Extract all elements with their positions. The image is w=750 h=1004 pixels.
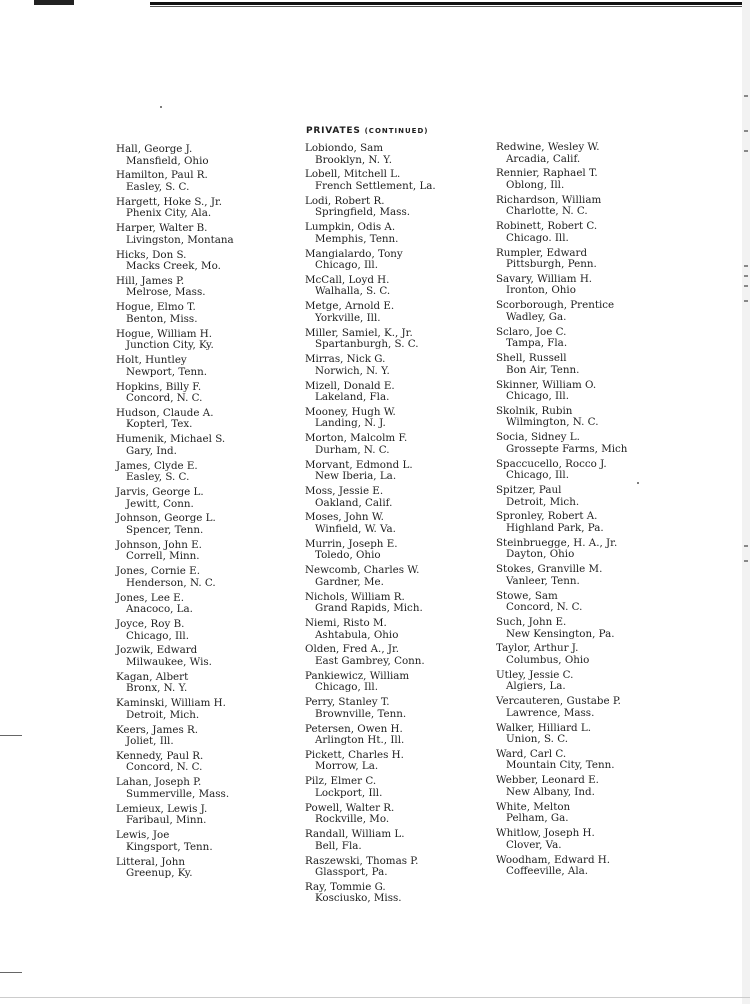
roster-entry xyxy=(116,698,316,724)
entry-name: Shell, Russell xyxy=(496,352,567,365)
entry-location: Gardner, Me. xyxy=(315,575,384,588)
roster-entry xyxy=(116,144,316,170)
roster-entry xyxy=(305,512,505,538)
entry-name: Utley, Jessie C. xyxy=(496,668,574,681)
entry-name: Lumpkin, Odis A. xyxy=(305,221,396,234)
left-margin-mark xyxy=(0,735,22,736)
entry-location: Kingsport, Tenn. xyxy=(126,840,213,853)
entry-location: Chicago, Ill. xyxy=(126,629,189,642)
entry-name: Stowe, Sam xyxy=(496,589,558,602)
roster-entry xyxy=(305,882,505,908)
entry-name: Mizell, Donald E. xyxy=(305,379,395,392)
top-rule-thin xyxy=(150,6,750,7)
roster-entry xyxy=(116,487,316,513)
roster-entry xyxy=(496,432,696,458)
entry-location: Ironton, Ohio xyxy=(506,284,576,297)
entry-name: Lewis, Joe xyxy=(116,829,170,842)
roster-entry xyxy=(116,619,316,645)
entry-name: Savary, William H. xyxy=(496,272,593,285)
entry-name: Hogue, William H. xyxy=(116,327,213,340)
roster-entry xyxy=(305,697,505,723)
roster-entry xyxy=(305,407,505,433)
entry-name: Moss, Jessie E. xyxy=(305,485,384,498)
entry-location: Toledo, Ohio xyxy=(315,549,381,562)
entry-name: Ray, Tommie G. xyxy=(305,880,386,893)
entry-location: Grand Rapids, Mich. xyxy=(315,602,423,615)
entry-location: Ashtabula, Ohio xyxy=(315,628,399,641)
entry-name: Olden, Fred A., Jr. xyxy=(305,643,400,656)
entry-name: Redwine, Wesley W. xyxy=(496,141,600,153)
entry-location: Norwich, N. Y. xyxy=(315,364,390,377)
entry-location: Benton, Miss. xyxy=(126,312,198,325)
entry-location: Easley, S. C. xyxy=(126,180,190,193)
entry-name: Metge, Arnold E. xyxy=(305,300,395,313)
entry-location: Melrose, Mass. xyxy=(126,286,206,299)
roster-entry xyxy=(305,328,505,354)
entry-name: Niemi, Risto M. xyxy=(305,617,387,630)
entry-name: Morton, Malcolm F. xyxy=(305,432,408,445)
entry-name: Jones, Cornie E. xyxy=(116,565,200,578)
entry-name: Webber, Leonard E. xyxy=(496,774,599,787)
entry-name: Richardson, William xyxy=(496,193,602,206)
entry-location: French Settlement, La. xyxy=(315,179,436,192)
entry-location: Wilmington, N. C. xyxy=(506,416,599,429)
entry-location: Columbus, Ohio xyxy=(506,653,590,666)
roster-entry xyxy=(496,828,696,854)
entry-name: Miller, Samiel, K., Jr. xyxy=(305,326,413,339)
roster-entry xyxy=(116,513,316,539)
left-margin-mark xyxy=(0,972,22,973)
heading-title: PRIVATES xyxy=(306,126,361,136)
entry-name: Lodi, Robert R. xyxy=(305,194,385,207)
entry-location: Winfield, W. Va. xyxy=(315,522,396,535)
roster-entry xyxy=(496,511,696,537)
entry-name: Murrin, Joseph E. xyxy=(305,537,398,550)
entry-location: Concord, N. C. xyxy=(506,601,583,614)
entry-location: Bon Air, Tenn. xyxy=(506,363,580,376)
roster-entry xyxy=(116,751,316,777)
entry-name: Joyce, Roy B. xyxy=(116,618,185,631)
roster-column-1 xyxy=(116,144,316,883)
roster-entry xyxy=(496,802,696,828)
entry-location: Morrow, La. xyxy=(315,760,379,773)
entry-location: Coffeeville, Ala. xyxy=(506,865,589,878)
entry-name: White, Melton xyxy=(496,800,571,813)
entry-location: Yorkville, Ill. xyxy=(315,311,381,324)
roster-entry xyxy=(116,276,316,302)
entry-location: Livingston, Montana xyxy=(126,233,234,246)
entry-name: Lemieux, Lewis J. xyxy=(116,802,208,815)
entry-name: Harper, Walter B. xyxy=(116,222,208,235)
entry-location: Chicago, Ill. xyxy=(315,259,378,272)
roster-entry xyxy=(305,486,505,512)
entry-name: Morvant, Edmond L. xyxy=(305,458,413,471)
roster-entry xyxy=(496,670,696,696)
roster-entry xyxy=(116,566,316,592)
scan-corner-mark xyxy=(34,0,74,5)
roster-entry xyxy=(305,169,505,195)
roster-entry xyxy=(496,300,696,326)
roster-entry xyxy=(496,564,696,590)
entry-location: New Albany, Ind. xyxy=(506,785,595,798)
entry-location: Grossepte Farms, Mich xyxy=(506,442,628,455)
entry-name: Mangialardo, Tony xyxy=(305,247,403,260)
entry-location: Rockville, Mo. xyxy=(315,813,390,826)
roster-entry xyxy=(116,593,316,619)
roster-entry xyxy=(305,460,505,486)
entry-name: James, Clyde E. xyxy=(116,459,198,472)
entry-name: Taylor, Arthur J. xyxy=(496,642,579,655)
entry-location: Mansfield, Ohio xyxy=(126,154,209,167)
entry-name: Litteral, John xyxy=(116,855,185,868)
entry-location: Greenup, Ky. xyxy=(126,867,193,880)
roster-entry xyxy=(305,829,505,855)
entry-location: Springfield, Mass. xyxy=(315,206,410,219)
entry-location: Oblong, Ill. xyxy=(506,178,565,191)
entry-name: Walker, Hilliard L. xyxy=(496,721,591,734)
entry-location: Durham, N. C. xyxy=(315,443,390,456)
entry-location: Macks Creek, Mo. xyxy=(126,260,221,273)
entry-location: Clover, Va. xyxy=(506,838,562,851)
entry-name: Mooney, Hugh W. xyxy=(305,405,396,418)
entry-name: Ward, Carl C. xyxy=(496,747,567,760)
entry-name: Robinett, Robert C. xyxy=(496,220,598,233)
roster-entry xyxy=(116,830,316,856)
roster-entry xyxy=(305,354,505,380)
roster-column-2 xyxy=(305,143,505,908)
entry-name: Hogue, Elmo T. xyxy=(116,301,196,314)
entry-location: Faribaul, Minn. xyxy=(126,814,207,827)
entry-location: Union, S. C. xyxy=(506,733,568,746)
roster-entry xyxy=(496,538,696,564)
roster-entry xyxy=(496,591,696,617)
entry-location: Jewitt, Conn. xyxy=(126,497,194,510)
entry-name: Spitzer, Paul xyxy=(496,484,562,497)
roster-entry xyxy=(496,617,696,643)
entry-name: Socia, Sidney L. xyxy=(496,431,580,444)
entry-location: Highland Park, Pa. xyxy=(506,521,604,534)
roster-entry xyxy=(496,380,696,406)
entry-location: Gary, Ind. xyxy=(126,444,177,457)
roster-entry xyxy=(305,592,505,618)
entry-name: Hicks, Don S. xyxy=(116,248,187,261)
entry-name: Vercauteren, Gustabe P. xyxy=(496,695,621,708)
entry-location: Kopterl, Tex. xyxy=(126,418,193,431)
entry-name: Scorborough, Prentice xyxy=(496,299,615,312)
entry-location: Bell, Fla. xyxy=(315,839,362,852)
entry-location: New Iberia, La. xyxy=(315,470,397,483)
roster-entry xyxy=(116,223,316,249)
entry-location: Arlington Ht., Ill. xyxy=(315,734,405,747)
entry-location: Junction City, Ky. xyxy=(126,339,214,352)
entry-location: Memphis, Tenn. xyxy=(315,232,399,245)
entry-name: Hargett, Hoke S., Jr. xyxy=(116,195,223,208)
roster-entry xyxy=(116,382,316,408)
roster-entry xyxy=(496,168,696,194)
entry-name: Petersen, Owen H. xyxy=(305,722,403,735)
roster-entry xyxy=(305,724,505,750)
entry-location: Henderson, N. C. xyxy=(126,576,216,589)
entry-name: Mirras, Nick G. xyxy=(305,353,386,366)
entry-name: Pickett, Charles H. xyxy=(305,748,404,761)
entry-location: Mountain City, Tenn. xyxy=(506,759,615,772)
entry-location: Chicago, Ill. xyxy=(506,390,569,403)
entry-name: Skolnik, Rubin xyxy=(496,404,573,417)
entry-name: Raszewski, Thomas P. xyxy=(305,854,419,867)
entry-name: Pilz, Elmer C. xyxy=(305,775,377,788)
roster-entry xyxy=(496,643,696,669)
roster-entry xyxy=(116,777,316,803)
entry-name: Keers, James R. xyxy=(116,723,199,736)
entry-name: Such, John E. xyxy=(496,616,567,629)
entry-location: Newport, Tenn. xyxy=(126,365,208,378)
roster-entry xyxy=(305,143,505,169)
roster-entry xyxy=(116,461,316,487)
entry-name: Kagan, Albert xyxy=(116,670,189,683)
entry-location: Vanleer, Tenn. xyxy=(506,574,580,587)
roster-entry xyxy=(496,221,696,247)
entry-location: Chicago. Ill. xyxy=(506,231,569,244)
roster-entry xyxy=(496,274,696,300)
entry-name: Spronley, Robert A. xyxy=(496,510,598,523)
entry-location: Kosciusko, Miss. xyxy=(315,892,402,905)
entry-name: Hall, George J. xyxy=(116,143,193,155)
entry-location: Bronx, N. Y. xyxy=(126,682,188,695)
roster-entry xyxy=(305,196,505,222)
roster-entry xyxy=(305,433,505,459)
entry-name: Hamilton, Paul R. xyxy=(116,169,208,182)
roster-entry xyxy=(305,750,505,776)
entry-location: Dayton, Ohio xyxy=(506,548,575,561)
roster-entry xyxy=(116,857,316,883)
entry-location: Pelham, Ga. xyxy=(506,812,569,825)
entry-location: Milwaukee, Wis. xyxy=(126,655,212,668)
entry-name: Woodham, Edward H. xyxy=(496,853,611,866)
entry-location: Lakeland, Fla. xyxy=(315,391,390,404)
entry-name: Kennedy, Paul R. xyxy=(116,749,204,762)
entry-location: Brooklyn, N. Y. xyxy=(315,153,393,166)
entry-location: Concord, N. C. xyxy=(126,761,203,774)
entry-location: Lockport, Ill. xyxy=(315,786,383,799)
entry-name: Moses, John W. xyxy=(305,511,384,524)
roster-entry xyxy=(305,671,505,697)
roster-entry xyxy=(496,723,696,749)
roster-entry xyxy=(116,302,316,328)
entry-name: Jones, Lee E. xyxy=(116,591,184,604)
entry-location: New Kensington, Pa. xyxy=(506,627,615,640)
roster-entry xyxy=(116,725,316,751)
entry-name: Stokes, Granville M. xyxy=(496,563,603,576)
roster-entry xyxy=(496,485,696,511)
entry-location: Landing, N. J. xyxy=(315,417,386,430)
roster-entry xyxy=(305,222,505,248)
entry-location: East Gambrey, Conn. xyxy=(315,654,425,667)
entry-location: Lawrence, Mass. xyxy=(506,706,595,719)
entry-name: Spaccucello, Rocco J. xyxy=(496,457,607,470)
roster-entry xyxy=(305,565,505,591)
entry-name: Kaminski, William H. xyxy=(116,697,226,710)
entry-location: Joliet, Ill. xyxy=(126,735,174,748)
entry-name: Lahan, Joseph P. xyxy=(116,776,202,789)
roster-entry xyxy=(116,434,316,460)
entry-location: Arcadia, Calif. xyxy=(506,152,581,165)
entry-name: Whitlow, Joseph H. xyxy=(496,827,595,840)
entry-location: Easley, S. C. xyxy=(126,471,190,484)
entry-location: Charlotte, N. C. xyxy=(506,205,588,218)
roster-entry xyxy=(496,696,696,722)
section-heading xyxy=(306,126,428,136)
entry-location: Chicago, Ill. xyxy=(315,681,378,694)
roster-entry xyxy=(116,804,316,830)
roster-entry xyxy=(305,301,505,327)
entry-location: Glassport, Pa. xyxy=(315,866,388,879)
roster-entry xyxy=(305,803,505,829)
entry-location: Brownville, Tenn. xyxy=(315,707,407,720)
roster-entry xyxy=(496,749,696,775)
entry-location: Oakland, Calif. xyxy=(315,496,393,509)
entry-name: Lobiondo, Sam xyxy=(305,142,384,154)
roster-entry xyxy=(496,406,696,432)
entry-name: Holt, Huntley xyxy=(116,354,187,367)
entry-name: Johnson, John E. xyxy=(116,538,202,551)
entry-location: Pittsburgh, Penn. xyxy=(506,258,597,271)
roster-entry xyxy=(305,539,505,565)
entry-name: Powell, Walter R. xyxy=(305,801,395,814)
entry-location: Anacoco, La. xyxy=(126,603,193,616)
entry-name: Jarvis, George L. xyxy=(116,486,204,499)
entry-location: Summerville, Mass. xyxy=(126,787,230,800)
entry-name: Sclaro, Joe C. xyxy=(496,325,567,338)
roster-entry xyxy=(305,856,505,882)
speck xyxy=(160,106,162,108)
entry-location: Tampa, Fla. xyxy=(506,337,568,350)
entry-location: Phenix City, Ala. xyxy=(126,207,212,220)
entry-location: Chicago, Ill. xyxy=(506,469,569,482)
entry-name: McCall, Loyd H. xyxy=(305,273,390,286)
heading-subtitle: (CONTINUED) xyxy=(364,127,429,135)
roster-entry xyxy=(305,644,505,670)
entry-location: Detroit, Mich. xyxy=(506,495,580,508)
roster-entry xyxy=(305,249,505,275)
entry-location: Spencer, Tenn. xyxy=(126,523,204,536)
roster-entry xyxy=(305,776,505,802)
roster-entry xyxy=(116,250,316,276)
roster-entry xyxy=(305,618,505,644)
entry-location: Detroit, Mich. xyxy=(126,708,200,721)
roster-entry xyxy=(496,353,696,379)
roster-entry xyxy=(496,195,696,221)
roster-entry xyxy=(496,248,696,274)
bottom-edge xyxy=(0,997,750,998)
roster-entry xyxy=(116,672,316,698)
entry-name: Skinner, William O. xyxy=(496,378,597,391)
entry-name: Hopkins, Billy F. xyxy=(116,380,202,393)
roster-entry xyxy=(116,329,316,355)
roster-column-3 xyxy=(496,142,696,881)
entry-name: Lobell, Mitchell L. xyxy=(305,168,401,181)
roster-entry xyxy=(305,275,505,301)
roster-entry xyxy=(305,381,505,407)
roster-entry xyxy=(116,408,316,434)
entry-name: Randall, William L. xyxy=(305,828,405,841)
roster-entry xyxy=(116,540,316,566)
roster-entry xyxy=(496,327,696,353)
entry-name: Steinbruegge, H. A., Jr. xyxy=(496,536,618,549)
entry-name: Nichols, William R. xyxy=(305,590,405,603)
entry-location: Wadley, Ga. xyxy=(506,310,567,323)
roster-entry xyxy=(116,197,316,223)
entry-name: Rennier, Raphael T. xyxy=(496,167,598,180)
roster-entry xyxy=(116,355,316,381)
roster-entry xyxy=(496,855,696,881)
entry-name: Hudson, Claude A. xyxy=(116,406,214,419)
roster-entry xyxy=(496,775,696,801)
roster-entry xyxy=(496,459,696,485)
entry-name: Johnson, George L. xyxy=(116,512,216,525)
entry-location: Spartanburgh, S. C. xyxy=(315,338,419,351)
entry-name: Jozwik, Edward xyxy=(116,644,198,657)
entry-location: Correll, Minn. xyxy=(126,550,200,563)
entry-name: Humenik, Michael S. xyxy=(116,433,226,446)
entry-name: Newcomb, Charles W. xyxy=(305,564,420,577)
entry-name: Rumpler, Edward xyxy=(496,246,588,259)
entry-name: Hill, James P. xyxy=(116,274,185,287)
top-rule xyxy=(150,2,750,5)
entry-name: Perry, Stanley T. xyxy=(305,696,390,709)
roster-entry xyxy=(116,645,316,671)
entry-location: Algiers, La. xyxy=(506,680,566,693)
entry-location: Walhalla, S. C. xyxy=(315,285,391,298)
roster-entry xyxy=(116,170,316,196)
entry-name: Pankiewicz, William xyxy=(305,669,410,682)
entry-location: Concord, N. C. xyxy=(126,392,203,405)
roster-entry xyxy=(496,142,696,168)
